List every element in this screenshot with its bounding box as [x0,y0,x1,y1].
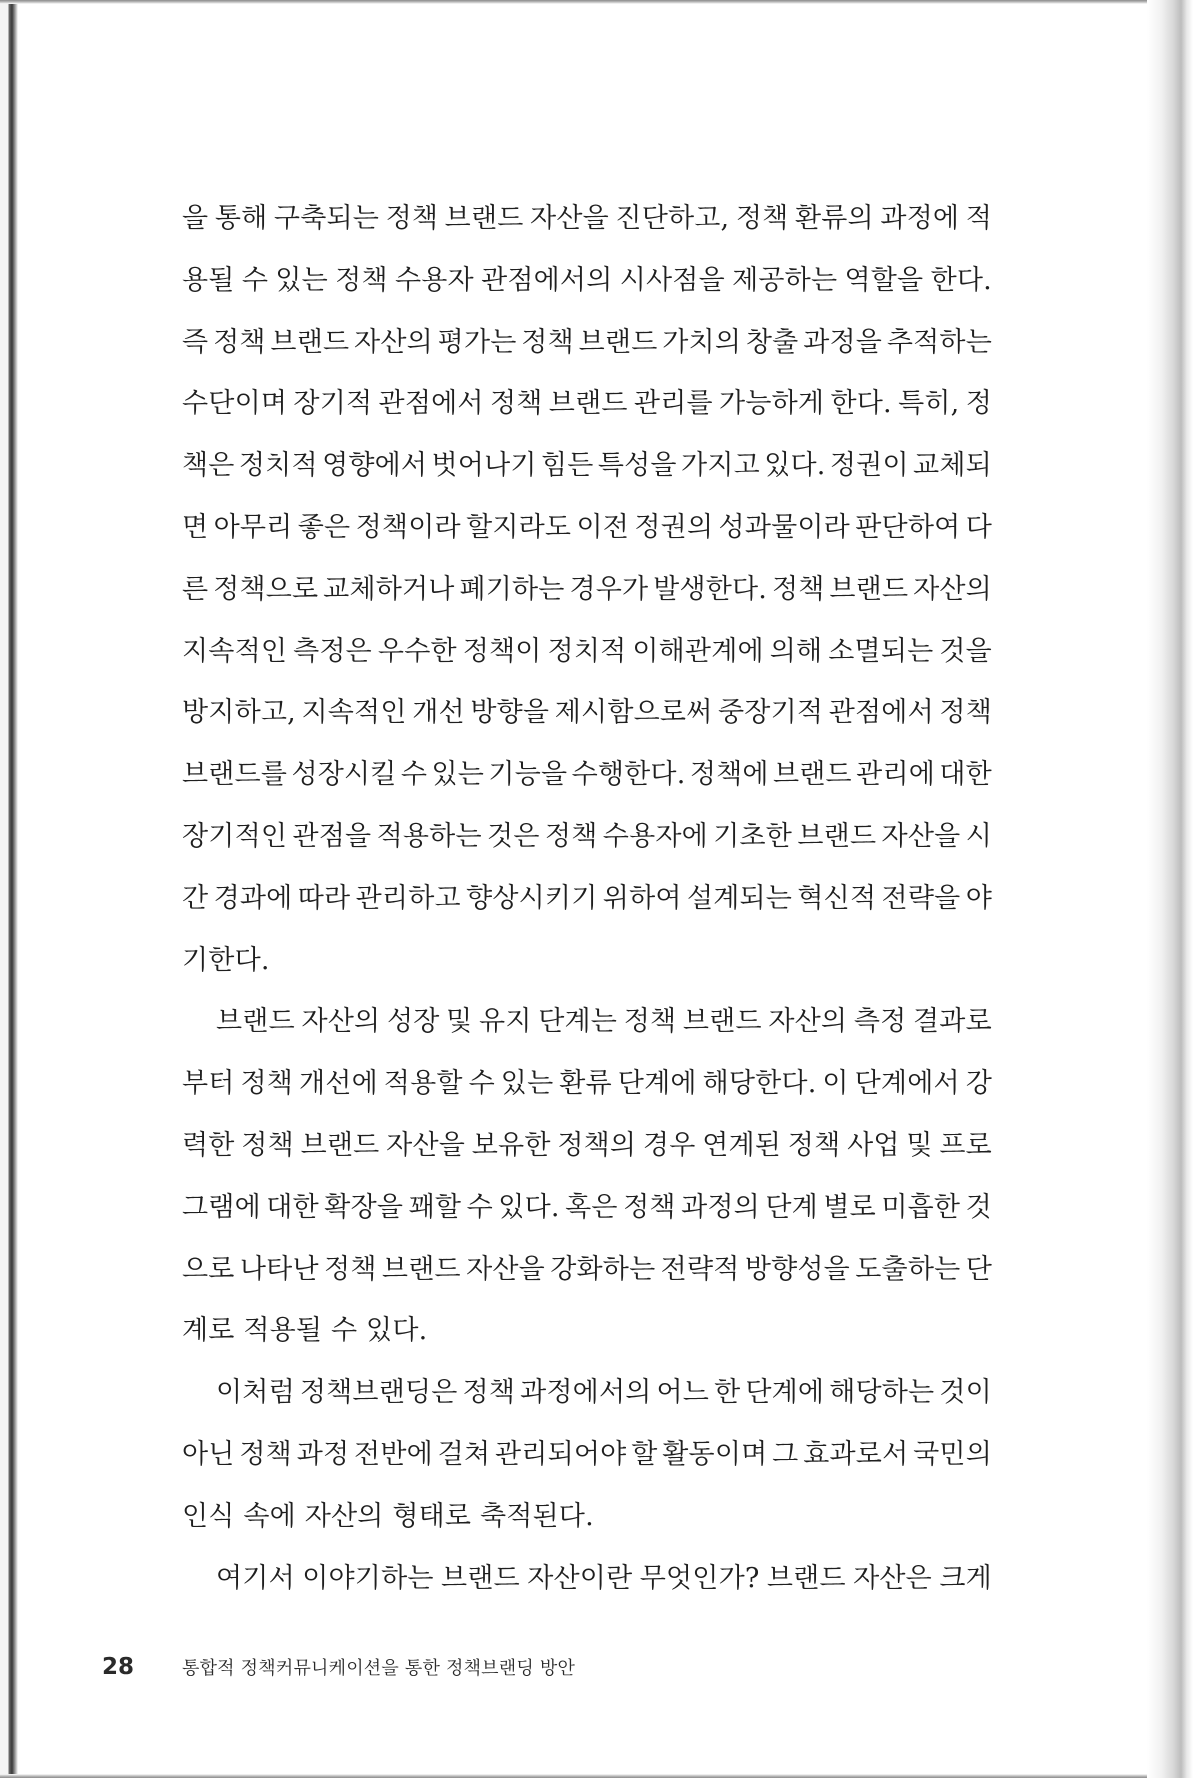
text-line: 을 통해 구축되는 정책 브랜드 자산을 진단하고, 정책 환류의 과정에 적 [182,203,992,234]
text-line: 인식 속에 자산의 형태로 축적된다. [182,1500,594,1532]
text-line: 아닌 정책 과정 전반에 걸쳐 관리되어야 할 활동이며 그 효과로서 국민의 [182,1438,992,1470]
text-line: 면 아무리 좋은 정책이라 할지라도 이전 정권의 성과물이라 판단하여 다 [182,511,992,543]
page-top-edge [0,0,1160,4]
text-line: 계로 적용될 수 있다. [182,1315,428,1347]
page-number: 28 [102,1654,135,1680]
body-text [182,188,992,1609]
text-line: 그램에 대한 확장을 꽤할 수 있다. 혹은 정책 과정의 단계 별로 미흡한 것 [182,1191,992,1223]
page-footer [102,1652,575,1682]
text-line: 간 경과에 따라 관리하고 향상시키기 위하여 설계되는 혁신적 전략을 야 [182,882,992,914]
text-line: 즉 정책 브랜드 자산의 평가는 정책 브랜드 가치의 창출 과정을 추적하는 [182,326,992,358]
text-line: 지속적인 측정은 우수한 정책이 정치적 이해관계에 의해 소멸되는 것을 [182,635,992,667]
text-line: 수단이며 장기적 관점에서 정책 브랜드 관리를 가능하게 한다. 특히, 정 [182,388,992,420]
paragraph-start-line: 이처럼 정책브랜딩은 정책 과정에서의 어느 한 단계에 해당하는 것이 [216,1377,992,1409]
text-line: 기한다. [182,944,270,976]
text-line: 으로 나타난 정책 브랜드 자산을 강화하는 전략적 방향성을 도출하는 단 [182,1253,992,1285]
text-line: 른 정책으로 교체하거나 폐기하는 경우가 발생한다. 정책 브랜드 자산의 [182,573,992,605]
page-curl-shadow [1147,0,1193,1778]
text-line: 용될 수 있는 정책 수용자 관점에서의 시사점을 제공하는 역할을 한다. [182,264,992,296]
text-line: 방지하고, 지속적인 개선 방향을 제시함으로써 중장기적 관점에서 정책 [182,697,992,729]
text-line: 브랜드를 성장시킬 수 있는 기능을 수행한다. 정책에 브랜드 관리에 대한 [182,759,992,791]
binding-edge [0,0,18,1778]
paragraph-start-line: 여기서 이야기하는 브랜드 자산이란 무엇인가? 브랜드 자산은 크게 [216,1562,992,1594]
text-line: 부터 정책 개선에 적용할 수 있는 환류 단계에 해당한다. 이 단계에서 강 [182,1068,992,1100]
running-title: 통합적 정책커뮤니케이션을 통한 정책브랜딩 방안 [182,1658,576,1679]
paragraph-start-line: 브랜드 자산의 성장 및 유지 단계는 정책 브랜드 자산의 측정 결과로 [216,1006,992,1038]
text-line: 장기적인 관점을 적용하는 것은 정책 수용자에 기초한 브랜드 자산을 시 [182,820,992,852]
page-bottom-edge [0,1774,1160,1778]
text-line: 력한 정책 브랜드 자산을 보유한 정책의 경우 연계된 정책 사업 및 프로 [182,1129,992,1161]
text-line: 책은 정치적 영향에서 벗어나기 힘든 특성을 가지고 있다. 정권이 교체되 [182,450,992,482]
